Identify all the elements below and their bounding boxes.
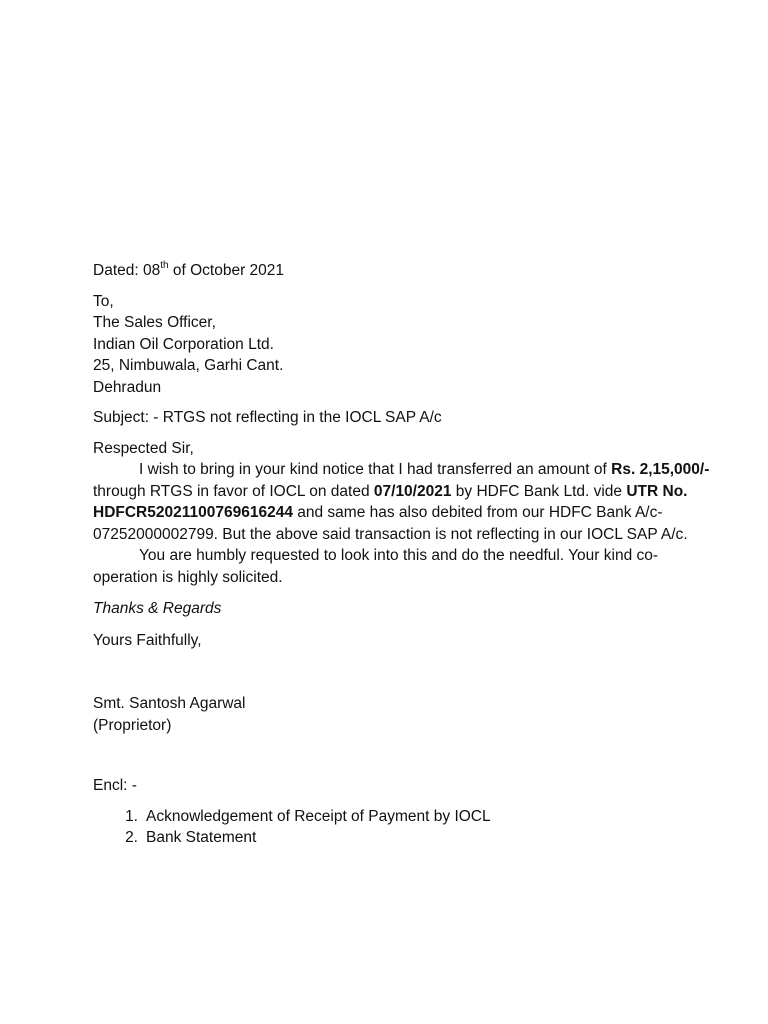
list-item: 1. Acknowledgement of Receipt of Payment by IOCL xyxy=(125,807,491,825)
body-paragraph-1 xyxy=(93,459,710,545)
para1-line-1: I wish to bring in your kind notice that I had transferred an amount of Rs. 2,15,000/- xyxy=(139,461,710,478)
para2-line-1: You are humbly requested to look into this and do the needful. Your kind co- xyxy=(139,547,659,564)
addressee-line: 25, Nimbuwala, Garhi Cant. xyxy=(93,357,284,374)
utr-label: UTR No. xyxy=(626,482,688,500)
subject-line: Subject: - RTGS not reflecting in the IOCL SAP A/c xyxy=(93,409,442,426)
para1-line-2: through RTGS in favor of IOCL on dated 07/10/2021 by HDFC Bank Ltd. vide UTR No. xyxy=(93,482,688,500)
para1-line-4: 07252000002799. But the above said transaction is not reflecting in our IOCL SAP A/c. xyxy=(93,525,688,543)
date-superscript: th xyxy=(160,259,169,271)
signatory-title: (Proprietor) xyxy=(93,716,172,734)
para2-line-2: operation is highly solicited. xyxy=(93,568,283,586)
list-item: 2. Bank Statement xyxy=(125,829,257,846)
para1-line-3: HDFCR52021100769616244 and same has also debited from our HDFC Bank A/c- xyxy=(93,504,663,521)
signature-block xyxy=(93,693,693,736)
to-line: To, xyxy=(93,292,114,310)
transfer-date: 07/10/2021 xyxy=(373,482,452,500)
utr-number: HDFCR52021100769616244 xyxy=(93,504,293,521)
body-paragraph-2 xyxy=(93,545,688,588)
addressee-line: The Sales Officer, xyxy=(93,314,216,331)
date-suffix: of October 2021 xyxy=(168,262,285,279)
addressee-line: Dehradun xyxy=(93,378,162,396)
date-prefix: Dated: 08 xyxy=(93,262,161,279)
letter-document xyxy=(93,259,710,849)
date-line xyxy=(93,260,693,282)
enclosure-list xyxy=(93,806,693,849)
regards: Thanks & Regards xyxy=(93,600,222,617)
amount: Rs. 2,15,000/- xyxy=(611,461,710,478)
signatory-name: Smt. Santosh Agarwal xyxy=(93,695,246,712)
closing: Yours Faithfully, xyxy=(93,631,202,649)
enclosure-label: Encl: - xyxy=(93,777,137,794)
addressee-line: Indian Oil Corporation Ltd. xyxy=(93,335,274,353)
salutation: Respected Sir, xyxy=(93,439,194,457)
addressee-block xyxy=(93,312,693,398)
